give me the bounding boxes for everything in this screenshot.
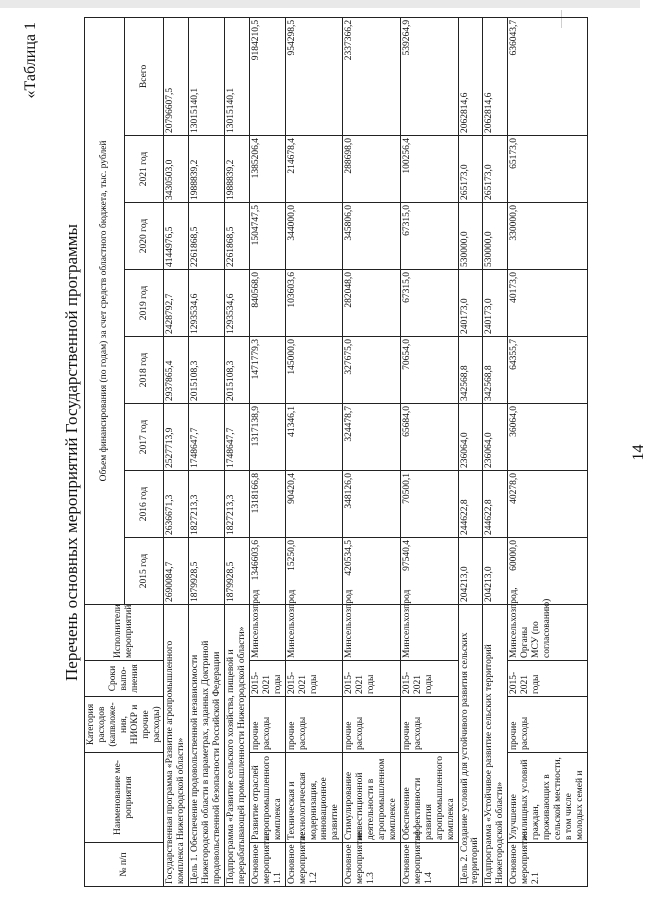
year-value: 1879928,5 xyxy=(189,538,225,605)
year-value: 1988839,2 xyxy=(225,136,250,203)
section-title: Цель 2. Создание условий для устойчивого развития сельских территорий xyxy=(458,605,483,887)
section-row xyxy=(164,17,189,886)
activity-name: Улучшение жилищных условий граждан, проживающих в сельской местности, в том числе молодых семей и xyxy=(508,753,587,843)
section-row xyxy=(458,17,483,886)
year-value: 342568,8 xyxy=(483,337,508,404)
year-value: 530000,0 xyxy=(458,203,483,270)
total-value: 20796607,5 xyxy=(164,17,189,135)
year-value: 1317138,9 xyxy=(249,404,285,471)
year-value: 265173,0 xyxy=(458,136,483,203)
year-value: 2015108,3 xyxy=(189,337,225,404)
year-value: 1385206,4 xyxy=(249,136,285,203)
year-value: 15250,0 xyxy=(285,538,343,605)
year-value: 342568,8 xyxy=(458,337,483,404)
year-value: 2636671,3 xyxy=(164,471,189,538)
year-value: 60000,0 xyxy=(508,538,587,605)
year-value: 40173,0 xyxy=(508,270,587,337)
year-value: 1293534,6 xyxy=(189,270,225,337)
year-value: 345806,0 xyxy=(343,203,401,270)
activity-name: Техническая и технологическая модернизация, инновационное развитие xyxy=(285,753,343,843)
total-value: 2337366,2 xyxy=(343,17,401,135)
year-value: 1504747,5 xyxy=(249,203,285,270)
year-value: 2527713,9 xyxy=(164,404,189,471)
year-value: 282048,0 xyxy=(343,270,401,337)
activity-terms: 2015-2021 годы xyxy=(343,661,401,697)
document-title: Перечень основных мероприятий Государственной программы xyxy=(62,224,81,681)
header-num: № п/п xyxy=(85,843,164,887)
total-value: 2062814,6 xyxy=(483,17,508,135)
year-value: 330000,0 xyxy=(508,203,587,270)
section-title: Подпрограмма «Устойчивое развитие сельских территорий Нижегородской области» xyxy=(483,605,508,887)
year-value: 2261868,5 xyxy=(189,203,225,270)
activity-terms: 2015-2021 годы xyxy=(249,661,285,697)
activity-number: Основное мероприятие 1.2 xyxy=(285,843,343,887)
activity-name: Развитие отраслей агропромышленного комплекса xyxy=(249,753,285,843)
total-value: 9184210,5 xyxy=(249,17,285,135)
year-value: 70654,0 xyxy=(400,337,458,404)
activity-executors: Минсельхозпрод xyxy=(343,605,401,661)
total-value: 13015140,1 xyxy=(189,17,225,135)
activity-executors: Минсельхозпрод xyxy=(249,605,285,661)
header-year: 2016 год xyxy=(124,471,164,538)
year-value: 1293534,6 xyxy=(225,270,250,337)
total-value: 13015140,1 xyxy=(225,17,250,135)
year-value: 2261868,5 xyxy=(225,203,250,270)
activity-category: прочие расходы xyxy=(285,697,343,753)
year-value: 2428792,7 xyxy=(164,270,189,337)
activity-row xyxy=(508,17,587,886)
year-value: 1827213,3 xyxy=(225,471,250,538)
activity-terms: 2015-2021 годы xyxy=(285,661,343,697)
activity-terms: 2015-2021 годы xyxy=(508,661,587,697)
activity-executors: Минсельхозпрод xyxy=(285,605,343,661)
header-funding: Объем финансирования (по годам) за счет средств областного бюджета, тыс. рублей xyxy=(85,17,125,604)
year-value: 244622,8 xyxy=(458,471,483,538)
activity-terms: 2015-2021 годы xyxy=(400,661,458,697)
total-value: 954298,5 xyxy=(285,17,343,135)
header-year: 2020 год xyxy=(124,203,164,270)
year-value: 420534,5 xyxy=(343,538,401,605)
year-value: 265173,0 xyxy=(483,136,508,203)
activity-category: прочие расходы xyxy=(508,697,587,753)
activity-number: Основное мероприятие 1.1 xyxy=(249,843,285,887)
year-value: 36064,0 xyxy=(508,404,587,471)
header-row-1 xyxy=(85,17,125,886)
activity-row xyxy=(285,17,343,886)
year-value: 240173,0 xyxy=(483,270,508,337)
header-terms: Сроки выпо-лнения xyxy=(85,661,164,697)
year-value: 67315,0 xyxy=(400,270,458,337)
section-title: Подпрограмма «Развитие сельского хозяйства, пищевой и перерабатывающей промышленности Нижегородской области» xyxy=(225,605,250,887)
activity-name: Обеспечение эффективности развития агропромышленного комплекса xyxy=(400,753,458,843)
year-value: 145000,0 xyxy=(285,337,343,404)
total-value: 636043,7 xyxy=(508,17,587,135)
activity-number: Основное мероприятие 1.4 xyxy=(400,843,458,887)
year-value: 41346,1 xyxy=(285,404,343,471)
year-value: 244622,8 xyxy=(483,471,508,538)
year-value: 236064,0 xyxy=(458,404,483,471)
program-table xyxy=(84,17,588,887)
section-row xyxy=(225,17,250,886)
activity-row xyxy=(249,17,285,886)
year-value: 2015108,3 xyxy=(225,337,250,404)
year-value: 40278,0 xyxy=(508,471,587,538)
header-executors: Исполнители мероприятий xyxy=(85,605,164,661)
year-value: 65173,0 xyxy=(508,136,587,203)
section-title: Государственная программа «Развитие агропромышленного комплекса Нижегородской области» xyxy=(164,605,189,887)
year-value: 1346603,6 xyxy=(249,538,285,605)
activity-category: прочие расходы xyxy=(249,697,285,753)
year-value: 840568,0 xyxy=(249,270,285,337)
header-category: Категория расходов (капвложе-ния, НИОКР и прочие расходы) xyxy=(85,697,164,753)
year-value: 1318166,8 xyxy=(249,471,285,538)
year-value: 1827213,3 xyxy=(189,471,225,538)
year-value: 1748647,7 xyxy=(225,404,250,471)
year-value: 204213,0 xyxy=(458,538,483,605)
year-value: 103603,6 xyxy=(285,270,343,337)
year-value: 214678,4 xyxy=(285,136,343,203)
header-year: 2015 год xyxy=(124,538,164,605)
year-value: 2937865,4 xyxy=(164,337,189,404)
year-value: 324478,7 xyxy=(343,404,401,471)
activity-row xyxy=(343,17,401,886)
header-year: 2021 год xyxy=(124,136,164,203)
year-value: 70500,1 xyxy=(400,471,458,538)
total-value: 2062814,6 xyxy=(458,17,483,135)
section-row xyxy=(189,17,225,886)
year-value: 1471779,3 xyxy=(249,337,285,404)
activity-executors: Минсельхозпрод xyxy=(400,605,458,661)
activity-category: прочие расходы xyxy=(400,697,458,753)
page-number: 14 xyxy=(630,444,647,461)
activity-row xyxy=(400,17,458,886)
year-value: 240173,0 xyxy=(458,270,483,337)
year-value: 97540,4 xyxy=(400,538,458,605)
year-value: 1879928,5 xyxy=(225,538,250,605)
year-value: 348126,0 xyxy=(343,471,401,538)
activity-executors: Минсельхозпрод, Органы МСУ (по согласованию) xyxy=(508,605,587,661)
year-value: 4144976,5 xyxy=(164,203,189,270)
year-value: 204213,0 xyxy=(483,538,508,605)
header-total: Всего xyxy=(124,17,164,135)
year-value: 344000,0 xyxy=(285,203,343,270)
year-value: 3430503,0 xyxy=(164,136,189,203)
year-value: 288698,0 xyxy=(343,136,401,203)
header-year: 2017 год xyxy=(124,404,164,471)
activity-number: Основное мероприятие 1.3 xyxy=(343,843,401,887)
activity-category: прочие расходы xyxy=(343,697,401,753)
section-row xyxy=(483,17,508,886)
year-value: 327675,0 xyxy=(343,337,401,404)
year-value: 1988839,2 xyxy=(189,136,225,203)
activity-number: Основное мероприятие 2.1 xyxy=(508,843,587,887)
header-name: Наименование ме-роприятия xyxy=(85,753,164,843)
header-year: 2018 год xyxy=(124,337,164,404)
section-title: Цель 1. Обеспечение продовольственной независимости Нижегородской области в параметрах, заданных Доктриной продовольственной безопасности Российской Федерации xyxy=(189,605,225,887)
year-value: 2690084,7 xyxy=(164,538,189,605)
year-value: 100256,4 xyxy=(400,136,458,203)
total-value: 539264,9 xyxy=(400,17,458,135)
header-year: 2019 год xyxy=(124,270,164,337)
year-value: 530000,0 xyxy=(483,203,508,270)
year-value: 65684,0 xyxy=(400,404,458,471)
table-label: «Таблица 1 xyxy=(22,22,39,99)
year-value: 64355,7 xyxy=(508,337,587,404)
year-value: 90420,4 xyxy=(285,471,343,538)
activity-name: Стимулирование инвестиционной деятельности в агропромышленном комплексе xyxy=(343,753,401,843)
year-value: 1748647,7 xyxy=(189,404,225,471)
year-value: 236064,0 xyxy=(483,404,508,471)
year-value: 67315,0 xyxy=(400,203,458,270)
